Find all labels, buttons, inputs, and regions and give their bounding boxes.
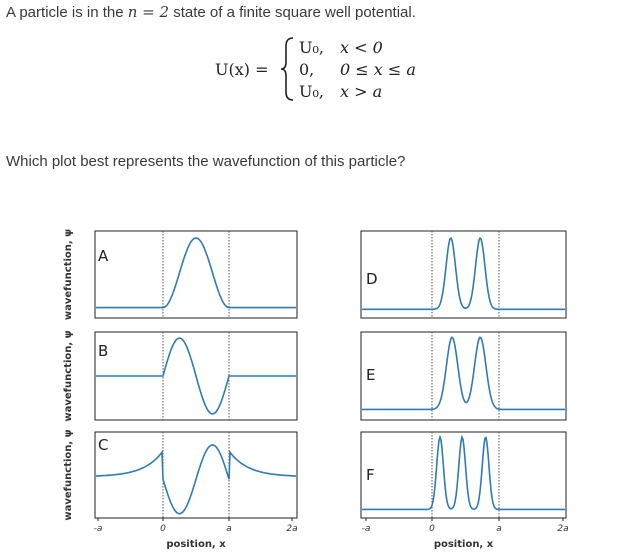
x-axis-label: position, x bbox=[166, 539, 226, 550]
plot-panel-b bbox=[95, 332, 297, 420]
plot-panel-a bbox=[95, 231, 297, 318]
plot-frame bbox=[95, 231, 297, 318]
potential-row-1-value: U₀, bbox=[299, 38, 324, 57]
x-tick-label: -a bbox=[361, 524, 371, 534]
y-axis-label: wavefunction, ψ bbox=[63, 228, 74, 321]
quantum-number-value: = 2 bbox=[137, 3, 170, 21]
quantum-number-symbol: n bbox=[127, 3, 138, 21]
question-prompt: Which plot best represents the wavefunction of this particle? bbox=[6, 153, 406, 170]
x-tick-label: a bbox=[226, 524, 232, 534]
plot-label: F bbox=[366, 466, 375, 484]
question-text-before: A particle is in the bbox=[6, 4, 128, 21]
plot-label: D bbox=[366, 270, 378, 288]
plot-frame bbox=[361, 332, 566, 420]
plot-panel-f bbox=[361, 432, 566, 518]
potential-row-3-value: U₀, bbox=[299, 82, 324, 101]
plot-panel-c bbox=[95, 432, 297, 518]
potential-row-2-condition: 0 ≤ x ≤ a bbox=[340, 60, 416, 79]
plot-panel-d bbox=[361, 231, 566, 318]
plot-frame bbox=[361, 231, 566, 318]
x-tick-label: 2a bbox=[286, 524, 298, 534]
potential-row-2-value: 0, bbox=[299, 60, 315, 79]
x-axis-label: position, x bbox=[433, 539, 494, 550]
plot-panel-e bbox=[361, 332, 566, 420]
plot-label: B bbox=[98, 342, 109, 360]
x-tick-label: -a bbox=[93, 524, 103, 534]
x-tick-label: 0 bbox=[429, 524, 435, 534]
x-tick-label: 0 bbox=[160, 524, 166, 534]
x-tick-label: 2a bbox=[557, 524, 569, 534]
plot-label: A bbox=[98, 247, 109, 265]
plot-frame bbox=[95, 432, 297, 518]
potential-row-1-condition: x < 0 bbox=[340, 38, 383, 57]
plot-label: C bbox=[98, 436, 109, 454]
potential-row-3-condition: x > a bbox=[340, 82, 383, 101]
y-axis-label: wavefunction, ψ bbox=[63, 330, 74, 422]
x-tick-label: a bbox=[496, 524, 502, 534]
y-axis-label: wavefunction, ψ bbox=[63, 429, 74, 521]
plot-label: E bbox=[366, 366, 376, 384]
question-text-after: state of a finite square well potential. bbox=[169, 4, 416, 21]
potential-lhs: U(x) = bbox=[215, 60, 269, 79]
